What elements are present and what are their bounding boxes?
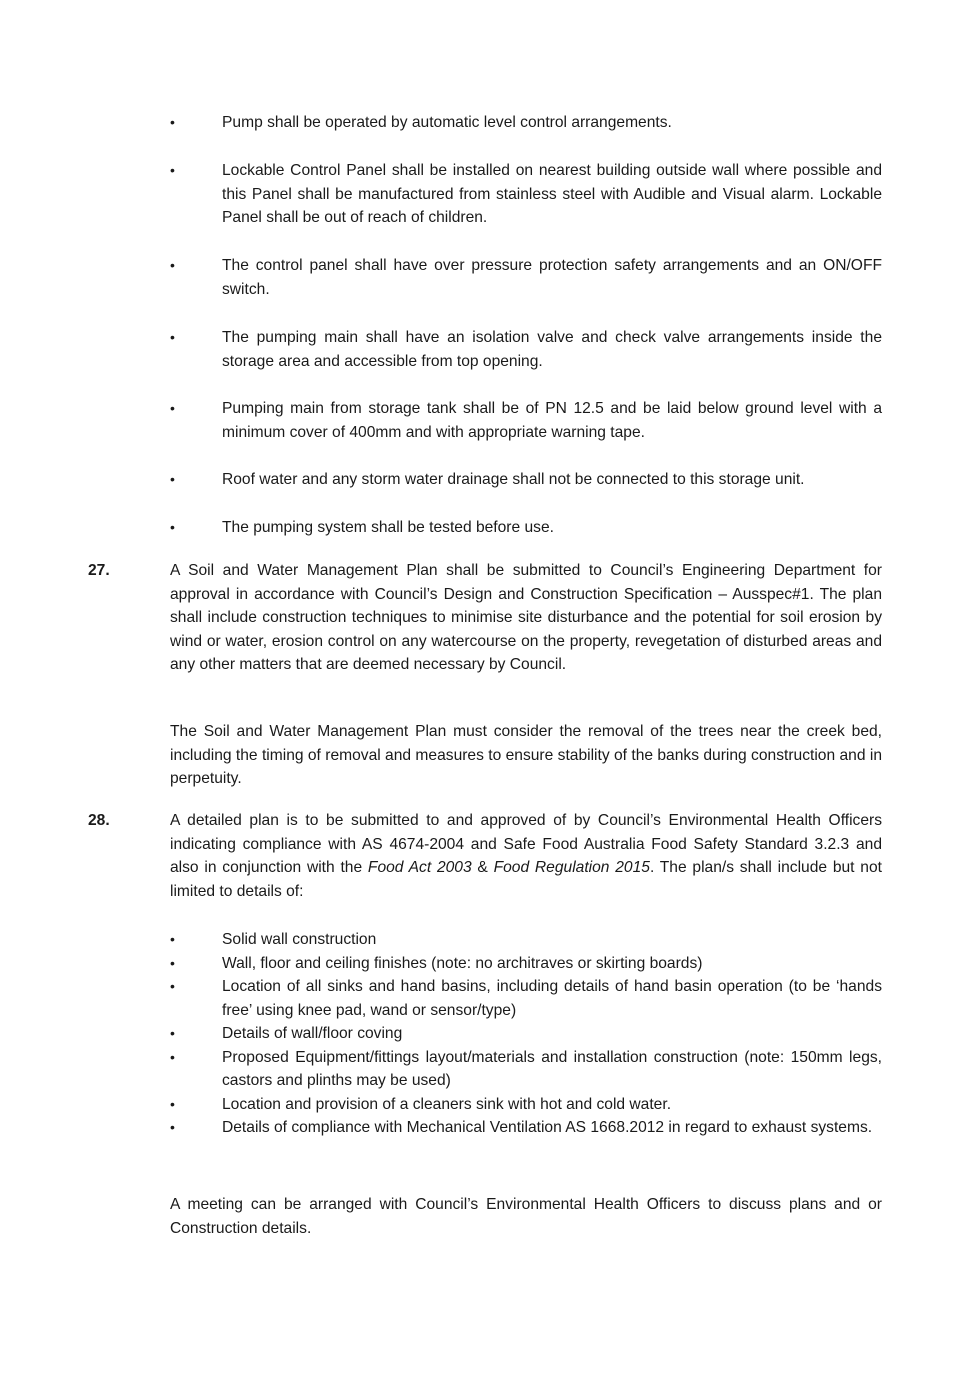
bullet-text: Pumping main from storage tank shall be of PN 12.5 and be laid below ground level with a minimum cover of 400mm and with appropriate warning tape. — [222, 400, 882, 441]
condition-28-intro — [170, 809, 882, 903]
bullet-icon: • — [170, 471, 175, 487]
intro-text: A detailed plan is to be submitted to and approved of by Council’s Environmental Health Officers indicating compliance with AS 4674-2004 and Safe Food Australia Food Safety Standard 3.2.3 and also in conjunction with the — [170, 812, 882, 876]
bullet-icon: • — [170, 257, 175, 273]
bullet-icon: • — [170, 931, 175, 947]
list-item-text: Location of all sinks and hand basins, including details of hand basin operation (to be ‘hands free’ using knee pad, wand or sensor/type) — [222, 978, 882, 1019]
bullet-text: Roof water and any storm water drainage shall not be connected to this storage unit. — [222, 471, 805, 488]
list-item — [170, 975, 882, 1022]
list-item — [170, 1116, 882, 1140]
bullet-icon: • — [170, 1095, 175, 1112]
bullet-icon: • — [170, 400, 175, 416]
bullet-text: The pumping system shall be tested before use. — [222, 519, 554, 536]
list-item-text: Details of compliance with Mechanical Ventilation AS 1668.2012 in regard to exhaust systems. — [222, 1119, 873, 1136]
bullet-icon: • — [170, 1119, 175, 1135]
list-item — [170, 952, 882, 976]
bullet-icon: • — [170, 114, 175, 130]
bullet-icon: • — [170, 162, 175, 178]
list-item-text: Solid wall construction — [222, 931, 377, 948]
condition-number-27: 27. — [88, 562, 110, 579]
list-item-text: Details of wall/floor coving — [222, 1025, 403, 1042]
list-item — [170, 1093, 882, 1117]
condition-28-closing: A meeting can be arranged with Council’s Environmental Health Officers to discuss plans and or Construction details. — [170, 1196, 882, 1237]
bullet-icon: • — [170, 519, 175, 535]
food-regulation-title: Food Regulation 2015 — [493, 859, 650, 876]
condition-number-28: 28. — [88, 812, 110, 829]
list-item-text: Location and provision of a cleaners sink with hot and cold water. — [222, 1095, 672, 1113]
condition-27-paragraph-2: The Soil and Water Management Plan must consider the removal of the trees near the creek bed, including the timing of removal and measures to ensure stability of the banks during construction and in perpetuity. — [170, 723, 882, 787]
list-item-text: Wall, floor and ceiling finishes (note: no architraves or skirting boards) — [222, 954, 703, 972]
condition-27-paragraph: A Soil and Water Management Plan shall be submitted to Council’s Engineering Department for approval in accordance with Council’s Design and Construction Specification – Ausspec#1. The plan shall include construction techniques to minimise site disturbance and the potential for soil erosion by wind or water, erosion control on any watercourse on the property, revegetation of disturbed areas and any other matters that are deemed necessary by Council. — [170, 562, 882, 673]
bullet-icon: • — [170, 978, 175, 994]
list-item — [170, 1022, 882, 1046]
plan-details-list — [170, 928, 882, 1140]
intro-text-end: . The plan/s shall include but not limited to details of: — [170, 859, 882, 900]
bullet-icon: • — [170, 1025, 175, 1041]
bullet-icon: • — [170, 1048, 175, 1065]
list-item-text: Proposed Equipment/fittings layout/materials and installation construction (note: 150mm legs, castors and plinths may be used) — [222, 1048, 882, 1089]
intro-amp: & — [471, 859, 494, 876]
bullet-icon: • — [170, 329, 175, 345]
food-act-title: Food Act 2003 — [367, 859, 472, 876]
bullet-text: The control panel shall have over pressure protection safety arrangements and an ON/OFF switch. — [222, 257, 882, 298]
list-item — [170, 928, 882, 952]
bullet-text: Lockable Control Panel shall be installed on nearest building outside wall where possible and this Panel shall be manufactured from stainless steel with Audible and Visual alarm. Lockable Panel shall be out of reach of children. — [222, 162, 882, 226]
bullet-text: Pump shall be operated by automatic level control arrangements. — [222, 114, 672, 131]
bullet-icon: • — [170, 954, 175, 971]
bullet-text: The pumping main shall have an isolation valve and check valve arrangements inside the storage area and accessible from top opening. — [222, 329, 882, 370]
list-item — [170, 1046, 882, 1093]
